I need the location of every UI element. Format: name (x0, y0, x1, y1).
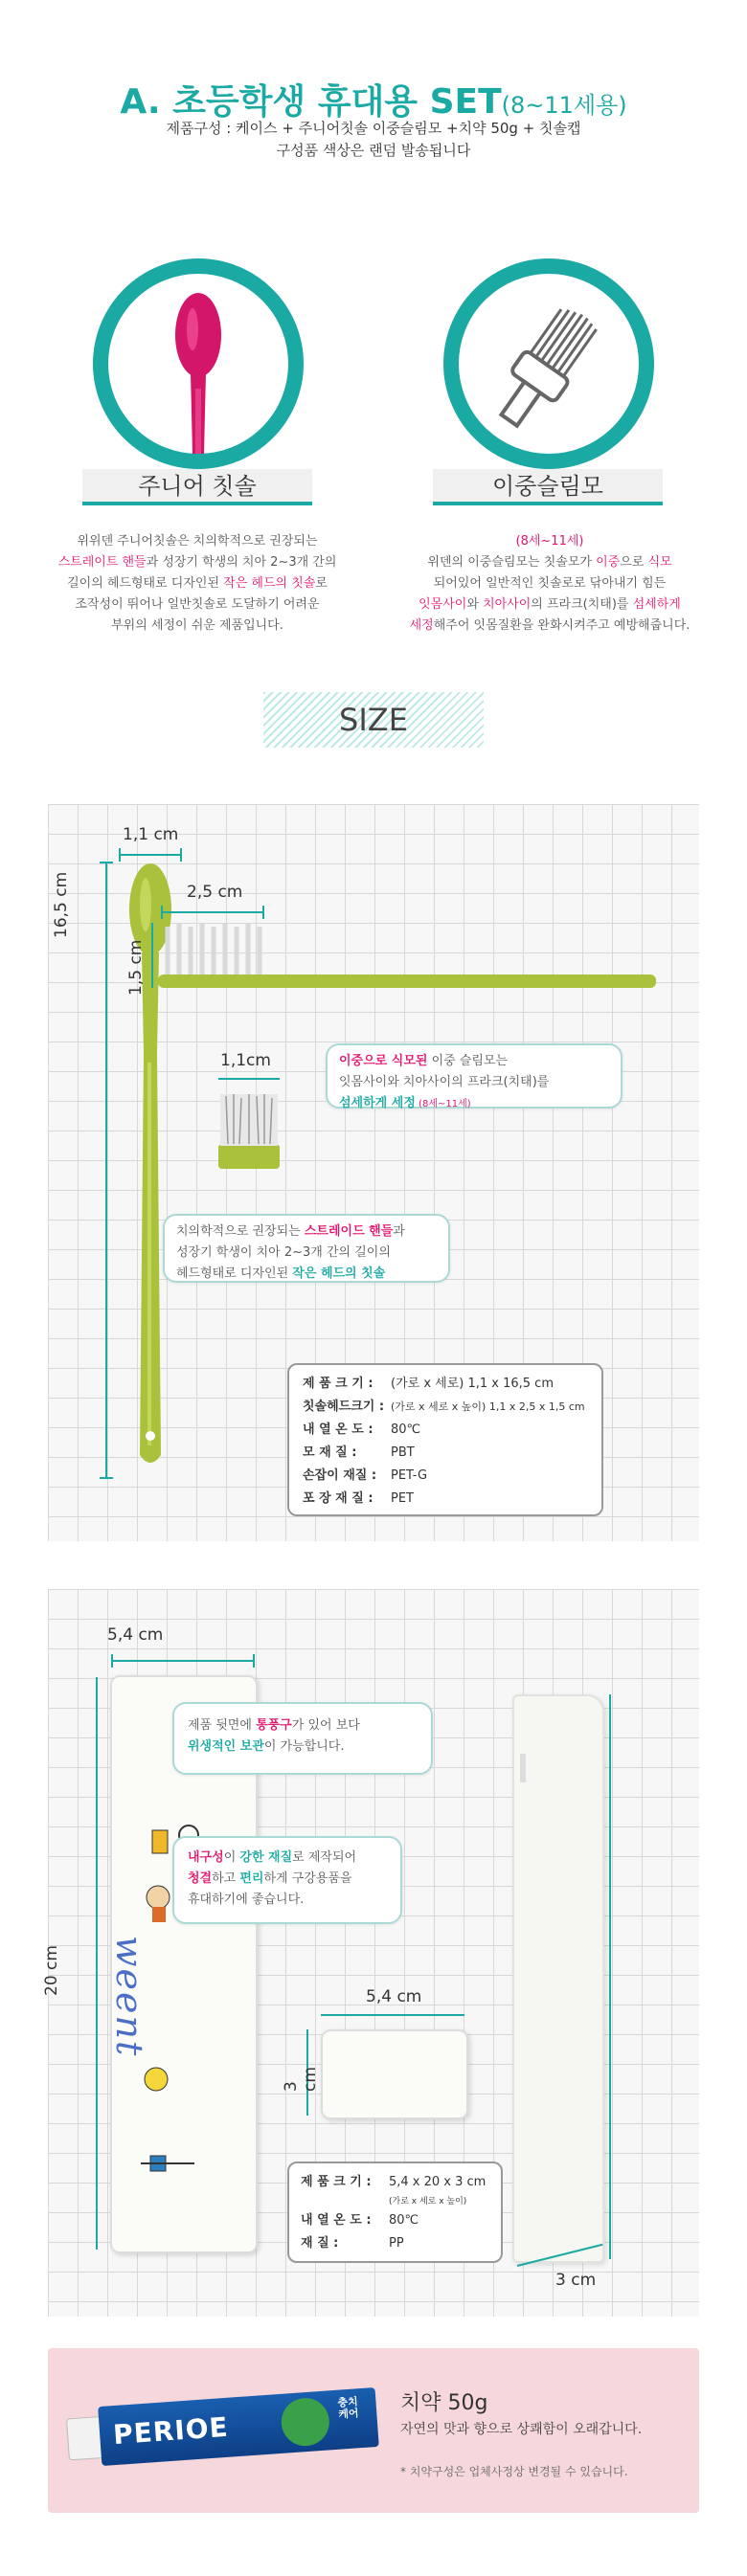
callout-line (188, 1848, 387, 1869)
double-bristle-circle (443, 258, 654, 469)
title-text: A. 초등학생 휴대용 SET (120, 82, 502, 122)
spec-value: 80℃ (391, 1422, 421, 1437)
desc-line (406, 552, 693, 573)
highlight: 스트레이트 핸들 (57, 555, 147, 570)
dim-line-width (119, 854, 182, 856)
mint-leaf-icon (280, 2396, 330, 2447)
bristle-icon (459, 274, 639, 454)
case-side-image (512, 1694, 604, 2263)
cap-height-label: 3 cm (282, 2067, 320, 2092)
highlight: 치아사이 (483, 597, 532, 612)
spec-value: (가로 x 세로) 1,1 x 16,5 cm (391, 1377, 554, 1391)
spec-value: PET-G (391, 1468, 428, 1483)
page-title (0, 75, 747, 123)
vent-hole (520, 1754, 526, 1782)
spec-row (303, 1396, 588, 1419)
tube-label: 충치케어 (337, 2395, 359, 2421)
double-bristle-label: 이중슬림모 (433, 469, 663, 505)
tube-body (98, 2387, 379, 2466)
desc-text: 으로 (620, 555, 648, 570)
highlight: 내구성 (188, 1850, 224, 1865)
case-cap-image (321, 2029, 468, 2119)
head-front-width-label: 1,1cm (220, 1051, 271, 1070)
toothpaste-panel (48, 2348, 699, 2513)
dim-tick (100, 1477, 113, 1479)
case-width-label: 5,4 cm (107, 1625, 164, 1645)
dim-line-head-height (151, 923, 153, 988)
dim-line-cap-width (321, 2014, 464, 2016)
dim-line-front-width (218, 1078, 280, 1080)
callout-text: 제품 뒷면에 (188, 1718, 257, 1733)
spec-key: 제 품 크 기 : (303, 1377, 374, 1391)
spec-key: 칫솔헤드크기 : (303, 1400, 385, 1414)
callout-line: 휴대하기에 좋습니다. (188, 1893, 305, 1907)
highlight: 섬세하게 세정 (339, 1096, 416, 1110)
highlight: 작은 헤드의 칫솔 (292, 1266, 386, 1281)
spec-value: 5,4 x 20 x 3 cm (389, 2175, 487, 2189)
callout-line (176, 1264, 437, 1285)
dim-tick (253, 1654, 255, 1668)
case-depth-label: 3 cm (555, 2271, 597, 2290)
toothpaste-tube-image (65, 2378, 386, 2478)
desc-line: 부위의 세정이 쉬운 제품입니다. (111, 618, 283, 633)
highlight: 편리 (239, 1871, 264, 1886)
spec-row (303, 1373, 588, 1396)
composition-text (0, 118, 747, 162)
callout-text: 헤드형태로 디자인된 (176, 1266, 293, 1281)
desc-line (54, 573, 341, 594)
spec-row (303, 1465, 588, 1488)
spec-value: PP (389, 2236, 404, 2251)
spec-row (303, 1488, 588, 1511)
callout-line (339, 1093, 609, 1115)
callout-line (176, 1221, 437, 1243)
dim-line-case-height (96, 1677, 98, 2250)
highlight: 세정 (409, 618, 434, 633)
callout-line (339, 1051, 609, 1072)
toothpaste-note: * 치약구성은 업체사정상 변경될 수 있습니다. (400, 2465, 628, 2478)
spec-value: (가로 x 세로 x 높이) (389, 2197, 467, 2206)
spec-row (301, 2232, 489, 2255)
size-banner: SIZE (263, 692, 484, 748)
callout-line: 성장기 학생이 치아 2~3개 간의 길이의 (176, 1245, 391, 1260)
highlight: 식모 (647, 555, 672, 570)
dim-tick (119, 848, 121, 862)
double-bristle-description (406, 531, 693, 637)
highlight: 강한 재질 (239, 1850, 293, 1865)
highlight: 이중 (596, 555, 621, 570)
callout-text: 가 있어 보다 (291, 1718, 360, 1733)
case-height-label: 20 cm (42, 1945, 61, 1996)
dim-tick (111, 1654, 113, 1668)
callout-text: 치의학적으로 권장되는 (176, 1224, 305, 1239)
desc-text: 길이의 헤드형태로 디자인된 (67, 576, 224, 591)
desc-line (54, 552, 341, 573)
desc-line: 조작성이 뛰어나 일반칫솔로 도달하기 어려운 (75, 597, 320, 612)
spec-row (301, 2194, 489, 2209)
desc-text: 의 프라크(치태)를 (531, 597, 633, 612)
handle-callout (163, 1214, 450, 1283)
callout-text: 이 가능합니다. (263, 1739, 345, 1754)
highlight: 스트레이드 핸들 (304, 1224, 394, 1239)
dim-tick (180, 848, 182, 862)
toothpaste-description: 자연의 맛과 향으로 상쾌함이 오래갑니다. (400, 2422, 643, 2437)
brush-head-front-image (211, 1086, 287, 1173)
spec-value: PBT (391, 1445, 415, 1460)
desc-text: 와 (466, 597, 484, 612)
spec-row (301, 2171, 489, 2194)
material-callout (172, 1836, 402, 1924)
spec-key: 재 질 : (301, 2236, 339, 2251)
tube-brand: PERIOE (112, 2410, 230, 2452)
toothbrush-size-panel (48, 804, 699, 1541)
callout-text: 하고 (212, 1871, 240, 1886)
head-height-label: 1,5 cm (126, 939, 146, 996)
callout-line (188, 1869, 387, 1890)
head-width-label: 2,5 cm (187, 883, 243, 902)
title-suffix: (8~11세용) (501, 92, 627, 119)
dim-line-case-side (609, 1694, 611, 2259)
highlight: 잇몸사이 (419, 597, 467, 612)
case-spec-box (287, 2162, 503, 2263)
brush-head-side-image (158, 919, 656, 996)
toothbrush-head-icon (108, 274, 288, 454)
callout-text: 하게 구강용품을 (263, 1871, 352, 1886)
highlight: 작은 헤드의 칫솔 (223, 576, 316, 591)
callout-text: 과 (393, 1224, 405, 1239)
spec-value: 80℃ (389, 2213, 419, 2228)
spec-row (301, 2209, 489, 2232)
brush-length-label: 16,5 cm (52, 871, 71, 938)
callout-text: (8세~11세) (415, 1099, 471, 1109)
desc-line: 위위덴 주니어칫솔은 치의학적으로 권장되는 (77, 534, 318, 549)
bristle-callout (326, 1043, 622, 1109)
callout-text: 이중 슬림모는 (427, 1054, 509, 1068)
callout-text: 이 (223, 1850, 240, 1865)
highlight: 청결 (188, 1871, 213, 1886)
callout-line (188, 1715, 418, 1736)
desc-text: 위덴의 이중슬림모는 칫솔모가 (427, 555, 597, 570)
color-note: 구성품 색상은 랜덤 발송됩니다 (276, 142, 471, 159)
dim-tick (262, 906, 264, 919)
junior-brush-circle (93, 258, 304, 469)
spec-row (303, 1442, 588, 1465)
case-brand-logo: weent (108, 1936, 150, 2058)
spec-key: 내 열 온 도 : (303, 1422, 374, 1437)
highlight: 위생적인 보관 (188, 1739, 264, 1754)
spec-value: (가로 x 세로 x 높이) 1,1 x 2,5 x 1,5 cm (391, 1400, 585, 1413)
callout-line (188, 1736, 418, 1758)
desc-text: 해주어 잇몸질환을 완화시켜주고 예방해줍니다. (433, 618, 690, 633)
highlight: 통풍구 (256, 1718, 292, 1733)
spec-key: 손잡이 재질 : (303, 1468, 377, 1483)
case-size-panel (42, 1589, 699, 2317)
toothpaste-name: 치약 50g (400, 2391, 488, 2415)
junior-brush-label: 주니어 칫솔 (82, 469, 312, 505)
callout-line: 잇몸사이와 치아사이의 프라크(치태)를 (339, 1075, 550, 1089)
dim-tick (100, 862, 113, 863)
highlight: 이중으로 식모된 (339, 1054, 428, 1068)
desc-text: 로 (315, 576, 328, 591)
spec-value: PET (391, 1491, 414, 1506)
desc-line (406, 594, 693, 616)
spec-key: 포 장 재 질 : (303, 1491, 374, 1506)
highlight: 섬세하게 (632, 597, 681, 612)
composition-line: 제품구성 : 케이스 + 주니어칫솔 이중슬림모 +치약 50g + 칫솔캡 (166, 120, 581, 137)
dim-line-length (105, 862, 107, 1479)
age-range: (8세~11세) (515, 534, 584, 549)
spec-key: 내 열 온 도 : (301, 2213, 372, 2228)
spec-row (303, 1419, 588, 1442)
dim-line-case-width (111, 1660, 255, 1662)
brush-width-label: 1,1 cm (123, 825, 179, 844)
spec-key: 제 품 크 기 : (301, 2175, 372, 2189)
dim-tick (161, 906, 163, 919)
desc-text: 과 성장기 학생의 치아 2~3개 간의 (146, 555, 337, 570)
cap-width-label: 5,4 cm (366, 1987, 422, 2006)
desc-line: 되어있어 일반적인 칫솔로로 닦아내기 힘든 (433, 576, 667, 591)
dim-line-head-width (161, 911, 264, 913)
spec-key: 모 재 질 : (303, 1445, 357, 1460)
junior-brush-description (54, 531, 341, 637)
vent-callout (172, 1702, 433, 1775)
desc-line (406, 616, 693, 637)
toothbrush-spec-box (287, 1363, 603, 1516)
callout-text: 로 제작되어 (292, 1850, 357, 1865)
